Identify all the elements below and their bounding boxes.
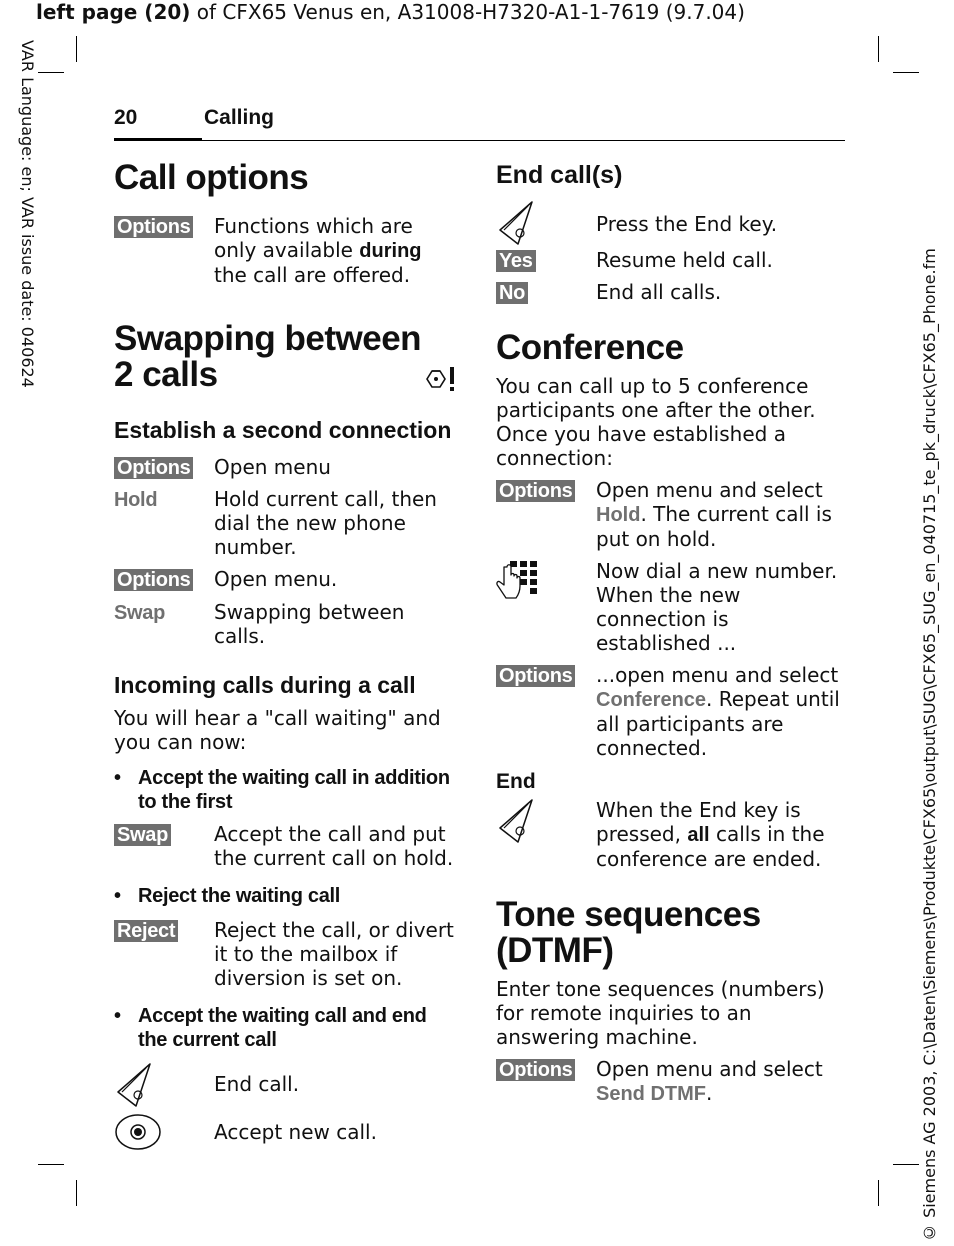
row-key bbox=[114, 487, 214, 512]
row-desc: Swapping between calls. bbox=[214, 600, 405, 648]
row-key bbox=[114, 1112, 214, 1152]
bold-text: all bbox=[687, 824, 710, 846]
no-row bbox=[496, 280, 841, 304]
row-desc: Now dial a new number. When the new connection is established ... bbox=[596, 559, 838, 655]
text: calls in the conference are ended. bbox=[596, 822, 825, 871]
navigation-key-icon bbox=[114, 1112, 162, 1152]
incoming-heading: Incoming calls during a call bbox=[114, 672, 416, 698]
row-key bbox=[114, 567, 214, 591]
options-softkey: Options bbox=[114, 457, 193, 479]
row-desc bbox=[596, 1057, 841, 1106]
options-softkey: Options bbox=[114, 569, 193, 591]
row-desc: Accept the call and put the current call on hold. bbox=[214, 822, 454, 870]
yes-row bbox=[496, 248, 841, 272]
dtmf-intro: Enter tone sequences (numbers) for remote inquiries to an answering machine. bbox=[496, 977, 825, 1049]
bullet-accept-end bbox=[114, 1004, 459, 1052]
crop-mark bbox=[893, 72, 919, 73]
bullet-text: Accept the waiting call and end the current call bbox=[138, 1005, 427, 1051]
bullet-reject bbox=[114, 884, 459, 908]
network-provider-icon bbox=[423, 365, 459, 393]
row-desc bbox=[596, 663, 841, 760]
end-key-icon bbox=[496, 798, 536, 844]
row-key bbox=[496, 248, 596, 272]
establish-row-options-2 bbox=[114, 567, 459, 591]
row-desc: Press the End key. bbox=[596, 212, 778, 236]
bullet-dot: • bbox=[114, 1005, 121, 1027]
row-key bbox=[496, 798, 596, 844]
header-rule-accent bbox=[114, 138, 202, 141]
incoming-intro: You will hear a "call waiting" and you can now: bbox=[114, 706, 441, 754]
swapping-title-line2: 2 calls bbox=[114, 355, 218, 394]
text: . The current call is put on hold. bbox=[596, 502, 832, 551]
end-key-icon bbox=[496, 200, 536, 246]
call-options-title: Call options bbox=[114, 158, 309, 197]
establish-rows bbox=[114, 455, 459, 648]
bullet-dot: • bbox=[114, 885, 121, 907]
row-desc bbox=[596, 798, 841, 871]
row-desc bbox=[596, 478, 841, 551]
crop-mark bbox=[38, 1164, 64, 1165]
options-softkey: Options bbox=[496, 1059, 575, 1081]
crop-mark bbox=[878, 36, 879, 62]
conference-end-heading: End bbox=[496, 770, 536, 793]
establish-row-options bbox=[114, 455, 459, 479]
row-desc: Hold current call, then dial the new phone number. bbox=[214, 487, 437, 559]
row-key bbox=[496, 559, 596, 605]
text: Functions which are only available bbox=[214, 214, 413, 262]
row-desc: Reject the call, or divert it to the mailbox if diversion is set on. bbox=[214, 918, 454, 990]
conference-options-row-2 bbox=[496, 663, 841, 760]
row-key bbox=[114, 455, 214, 479]
right-column bbox=[496, 150, 841, 1106]
row-desc: Resume held call. bbox=[596, 248, 773, 272]
bullet-text: Reject the waiting call bbox=[138, 885, 341, 907]
dial-row bbox=[496, 559, 841, 655]
establish-row-hold bbox=[114, 487, 459, 559]
header-rule bbox=[114, 140, 845, 141]
row-desc: End all calls. bbox=[596, 280, 722, 304]
end-call-row bbox=[114, 1062, 459, 1108]
row-key bbox=[114, 918, 214, 942]
text: Open menu and select bbox=[596, 478, 823, 502]
bullet-dot: • bbox=[114, 767, 121, 789]
row-desc: Accept new call. bbox=[214, 1120, 377, 1144]
reject-row bbox=[114, 918, 459, 990]
print-header-rest: of CFX65 Venus en, A31008-H7320-A1-1-7619 (9.7.04) bbox=[190, 0, 745, 24]
no-softkey: No bbox=[496, 282, 528, 304]
crop-mark bbox=[893, 1164, 919, 1165]
row-desc: Open menu bbox=[214, 455, 331, 479]
text: . bbox=[706, 1081, 713, 1105]
crop-mark bbox=[878, 1180, 879, 1206]
row-desc bbox=[214, 214, 459, 287]
swap-menu-item: Swap bbox=[114, 602, 166, 624]
side-note-right: © Siemens AG 2003, C:\Daten\Siemens\Produkte\CFX65\output\SUG\CFX65_SUG_en_040715_te_pk_druck\CFX65_Phone.fm bbox=[920, 248, 939, 1242]
crop-mark bbox=[38, 72, 64, 73]
crop-mark bbox=[76, 36, 77, 62]
row-key bbox=[496, 280, 596, 304]
row-key bbox=[496, 200, 596, 246]
options-softkey: Options bbox=[496, 665, 575, 687]
bullet-accept-addition bbox=[114, 766, 459, 814]
conference-menu-item: Conference bbox=[596, 689, 707, 711]
swap-row bbox=[114, 822, 459, 870]
reject-softkey: Reject bbox=[114, 920, 178, 942]
side-note-left: VAR Language: en; VAR issue date: 040624 bbox=[18, 40, 37, 388]
row-desc: End call. bbox=[214, 1072, 300, 1096]
dtmf-title: Tone sequences (DTMF) bbox=[496, 895, 761, 970]
end-key-row bbox=[496, 200, 841, 246]
row-desc: Open menu. bbox=[214, 567, 338, 591]
send-dtmf-menu-item: Send DTMF bbox=[596, 1083, 706, 1105]
text: When the End key is pressed, bbox=[596, 798, 801, 846]
conference-options-row bbox=[496, 478, 841, 551]
establish-heading: Establish a second connection bbox=[114, 417, 452, 443]
keypad-icon bbox=[496, 559, 538, 605]
bullet-text: Accept the waiting call in addition to the first bbox=[138, 767, 450, 813]
yes-softkey: Yes bbox=[496, 250, 536, 272]
establish-row-swap bbox=[114, 600, 459, 648]
options-softkey: Options bbox=[496, 480, 575, 502]
conference-end-row bbox=[496, 798, 841, 871]
row-key bbox=[496, 478, 596, 502]
end-calls-title: End call(s) bbox=[496, 161, 623, 189]
swap-softkey: Swap bbox=[114, 824, 171, 846]
hold-menu-item: Hold bbox=[114, 489, 158, 511]
swapping-heading bbox=[114, 321, 459, 393]
row-key bbox=[114, 1062, 214, 1108]
row-key bbox=[114, 600, 214, 625]
call-options-row bbox=[114, 214, 459, 287]
print-header-bold: left page (20) bbox=[36, 0, 191, 24]
hold-menu-item: Hold bbox=[596, 504, 641, 526]
text: Open menu and select bbox=[596, 1057, 823, 1081]
conference-title: Conference bbox=[496, 328, 684, 367]
accept-call-row bbox=[114, 1112, 459, 1152]
text: ...open menu and select bbox=[596, 663, 839, 687]
conference-intro: You can call up to 5 conference participants one after the other. Once you have established a connection: bbox=[496, 374, 816, 470]
bold-text: during bbox=[359, 240, 422, 262]
running-title: Calling bbox=[204, 106, 275, 129]
row-key bbox=[114, 214, 214, 238]
row-key bbox=[114, 822, 214, 846]
dtmf-options-row bbox=[496, 1057, 841, 1106]
options-softkey: Options bbox=[114, 216, 193, 238]
left-column bbox=[114, 150, 459, 1152]
swapping-title-line1: Swapping between bbox=[114, 319, 422, 358]
page-number: 20 bbox=[114, 106, 138, 129]
crop-mark bbox=[76, 1180, 77, 1206]
text: . Repeat until all participants are connected. bbox=[596, 687, 840, 760]
row-key bbox=[496, 663, 596, 687]
end-key-icon bbox=[114, 1062, 154, 1108]
text: the call are offered. bbox=[214, 263, 411, 287]
print-header bbox=[36, 0, 745, 24]
row-key bbox=[496, 1057, 596, 1081]
